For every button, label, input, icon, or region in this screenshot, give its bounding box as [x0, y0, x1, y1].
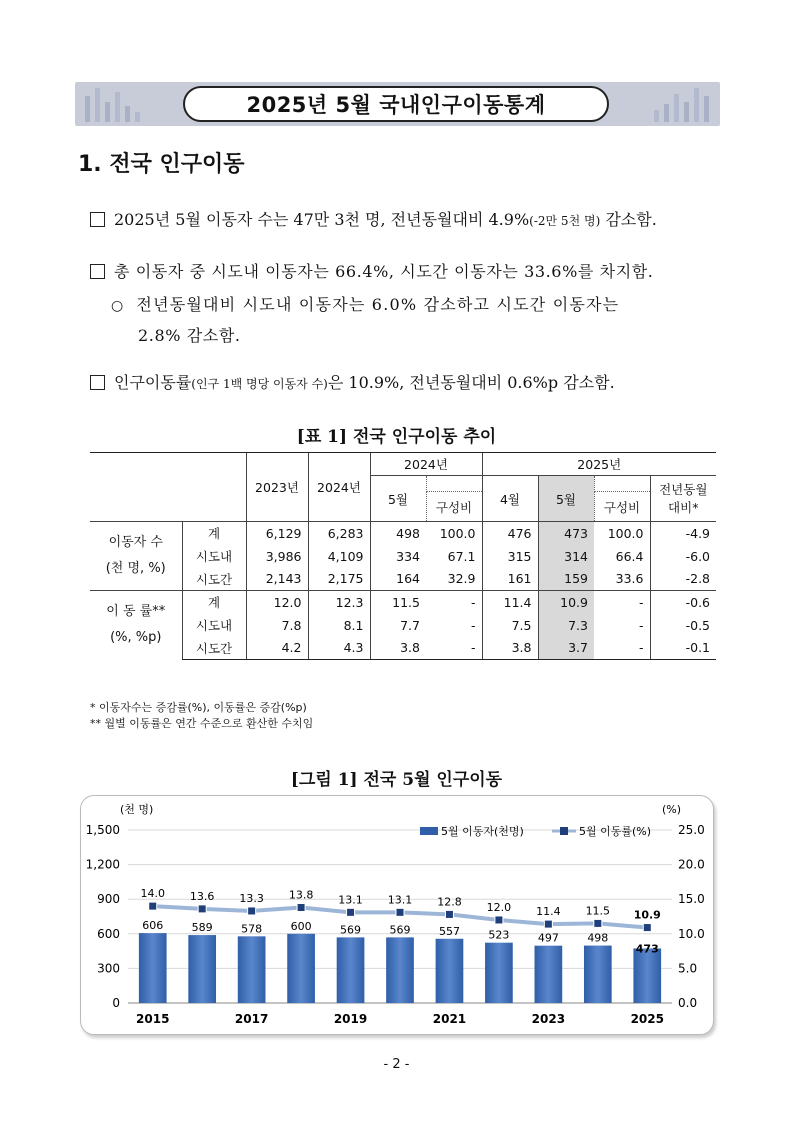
bar: [535, 946, 563, 1003]
bar-graphic-decoration-left: [79, 82, 169, 126]
cell: 33.6: [615, 571, 644, 587]
cell: 6,283: [308, 522, 370, 545]
rate-value-label: 13.1: [338, 893, 363, 907]
bar-value-label: 606: [142, 919, 164, 933]
group-rate-label2: (%, %p): [110, 630, 162, 646]
bar-value-label: 600: [290, 919, 312, 933]
bar: [633, 948, 661, 1003]
row-sub: 계: [182, 591, 246, 614]
cell: 10.9: [538, 591, 594, 614]
checkbox-square-icon: [90, 375, 105, 390]
row-sub: 시도내: [182, 545, 246, 568]
p1-text: 2025년 5월 이동자 수는 47만 3천 명, 전년동월대비 4.9%: [114, 210, 530, 229]
cell: 8.1: [308, 614, 370, 637]
table-note-1: * 이동자수는 증감률(%), 이동률은 증감(%p): [90, 701, 307, 714]
table-note-2: ** 월별 이동률은 연간 수준으로 환산한 수치임: [90, 717, 314, 730]
table-notes: [90, 700, 313, 732]
cell: -: [594, 637, 650, 660]
circle-bullet-icon: ○: [111, 298, 125, 314]
cell: 3,986: [246, 545, 308, 568]
bar: [287, 934, 315, 1003]
header-empty: [90, 453, 246, 522]
cell: -0.5: [650, 614, 716, 637]
group-movers-label1: 이동자 수: [108, 535, 163, 550]
rate-marker: [544, 920, 552, 928]
cell: 7.8: [246, 614, 308, 637]
cell: -2.8: [650, 568, 716, 591]
bar: [584, 946, 612, 1003]
legend-line-label: 5월 이동률(%): [579, 825, 652, 838]
rate-marker: [495, 916, 503, 924]
cell: -4.9: [650, 522, 716, 545]
y-left-tick-label: 300: [97, 961, 120, 976]
section-title: 1. 전국 인구이동: [78, 152, 245, 177]
cell: 3.7: [538, 637, 594, 660]
p4-end: 은 10.9%, 전년동월대비 0.6%p 감소함.: [327, 373, 615, 392]
rate-value-label: 12.0: [486, 900, 512, 914]
cell: 4.3: [308, 637, 370, 660]
bar: [436, 939, 464, 1003]
paragraph-movers: [90, 207, 657, 230]
cell: 161: [482, 568, 538, 591]
y-right-tick-label: 5.0: [678, 961, 698, 976]
bar: [139, 933, 167, 1003]
cell: 11.5: [370, 591, 426, 614]
cell: 67.1: [447, 548, 476, 564]
row-sub: 시도간: [182, 637, 246, 660]
y-left-tick-label: 600: [97, 926, 120, 941]
header-2024: 2024년: [308, 453, 370, 522]
rate-marker: [445, 910, 453, 918]
bar-value-label: 557: [438, 924, 460, 938]
p1-end: 감소함.: [600, 210, 657, 229]
legend-line-marker: [560, 827, 568, 835]
rate-value-label: 13.6: [189, 889, 215, 903]
bar: [238, 936, 266, 1003]
group-rate-label1: 이 동 률**: [106, 604, 166, 620]
y-right-tick-label: 0.0: [678, 996, 698, 1010]
y-left-tick-label: 900: [97, 892, 120, 907]
page-number: - 2 -: [383, 1057, 410, 1072]
y-right-tick-label: 15.0: [678, 892, 705, 907]
cell: 12.3: [308, 591, 370, 614]
rate-marker: [248, 907, 256, 915]
header-banner: [75, 82, 720, 126]
rate-value-label: 10.9: [633, 908, 661, 922]
header-2023: 2023년: [246, 453, 308, 522]
bar-value-label: 473: [635, 942, 659, 956]
y-right-tick-label: 25.0: [678, 823, 705, 837]
cell: -0.1: [650, 637, 716, 660]
y-left-tick-label: 1,500: [85, 823, 120, 837]
cell: 498: [370, 522, 426, 545]
cell: 11.4: [482, 591, 538, 614]
y-right-tick-label: 20.0: [678, 857, 705, 872]
cell: 7.5: [482, 614, 538, 637]
bar-value-label: 569: [340, 923, 362, 937]
y-left-tick-label: 0: [112, 996, 120, 1010]
paragraph-composition: [90, 259, 654, 282]
cell: -: [638, 617, 644, 633]
bar-value-label: 578: [241, 922, 263, 936]
rate-marker: [297, 904, 305, 912]
cell: 100.0: [607, 525, 644, 541]
bar-value-label: 569: [389, 923, 411, 937]
banner-title: 2025년 5월 국내인구이동통계: [183, 86, 609, 122]
bar-value-label: 498: [587, 931, 609, 945]
rate-marker: [347, 908, 355, 916]
checkbox-square-icon: [90, 264, 105, 279]
checkbox-square-icon: [90, 212, 105, 227]
rate-value-label: 11.4: [536, 905, 561, 919]
x-tick-label: 2019: [333, 1012, 368, 1026]
bar: [386, 937, 414, 1003]
cell: 473: [538, 522, 594, 545]
p3-text-line1: 전년동월대비 시도내 이동자는 6.0% 감소하고 시도간 이동자는: [136, 295, 620, 314]
row-sub: 시도간: [182, 568, 246, 591]
header-group-2024: 2024년: [370, 453, 482, 476]
cell: -0.6: [650, 591, 716, 614]
cell: -6.0: [650, 545, 716, 568]
rate-marker: [149, 902, 157, 910]
table-title: [표 1] 전국 인구이동 추이: [296, 427, 497, 447]
header-spacer: [426, 476, 482, 492]
x-tick-label: 2021: [432, 1012, 467, 1026]
rate-value-label: 13.8: [288, 888, 314, 902]
p4-text: 인구이동률: [114, 373, 192, 392]
p1-small: (-2만 5천 명): [529, 214, 601, 228]
y-left-tick-label: 1,200: [85, 857, 120, 872]
cell: 164: [370, 568, 426, 591]
row-sub: 계: [182, 522, 246, 545]
y-left-unit-label: (천 명): [120, 803, 154, 816]
rate-marker: [594, 919, 602, 927]
header-group-2025: 2025년: [482, 453, 716, 476]
rate-value-label: 11.5: [585, 904, 611, 918]
x-tick-label: 2023: [531, 1012, 566, 1026]
rate-marker: [643, 924, 651, 932]
x-tick-label: 2017: [234, 1012, 269, 1026]
bar-value-label: 523: [488, 928, 510, 942]
legend-bar-swatch: [420, 827, 438, 835]
y-right-tick-label: 10.0: [678, 926, 705, 941]
group-rate-label: [90, 591, 182, 660]
cell: -: [426, 591, 482, 614]
header-2025-may: 5월: [538, 476, 594, 522]
rate-value-label: 13.3: [239, 891, 264, 905]
group-movers-label: [90, 522, 182, 591]
y-right-unit-label: (%): [662, 803, 682, 816]
cell: 12.0: [246, 591, 308, 614]
cell: 7.3: [538, 614, 594, 637]
cell: 100.0: [439, 525, 476, 541]
cell: -: [470, 617, 476, 633]
header-2025-share: 구성비: [594, 492, 650, 522]
cell: 32.9: [447, 571, 476, 587]
header-yoy: 전년동월 대비*: [650, 476, 716, 522]
cell: 4.2: [246, 637, 308, 660]
x-tick-label: 2015: [136, 1012, 170, 1026]
bar: [485, 943, 513, 1003]
rate-value-label: 14.0: [140, 887, 165, 901]
legend-bar-label: 5월 이동자(천명): [441, 825, 524, 838]
p2-text: 총 이동자 중 시도내 이동자는 66.4%, 시도간 이동자는 33.6%를 차지함.: [114, 262, 654, 281]
cell: 2,175: [308, 568, 370, 591]
cell: 2,143: [246, 568, 308, 591]
migration-table: [90, 452, 716, 660]
cell: 7.7: [370, 614, 426, 637]
header-2024-share: 구성비: [426, 492, 482, 522]
rate-value-label: 13.1: [387, 893, 413, 907]
bar: [337, 937, 365, 1003]
cell: 66.4: [615, 548, 644, 564]
figure-title: [그림 1] 전국 5월 인구이동: [290, 770, 503, 790]
header-2024-may: 5월: [370, 476, 426, 522]
x-tick-label: 2025: [630, 1012, 664, 1026]
cell: 476: [482, 522, 538, 545]
cell: 3.8: [482, 637, 538, 660]
cell: 3.8: [370, 637, 426, 660]
group-movers-label2: (천 명, %): [105, 561, 166, 576]
p4-small: (인구 1백 명당 이동자 수): [191, 377, 328, 391]
bar: [188, 935, 216, 1003]
bar-value-label: 497: [537, 931, 559, 945]
bar-value-label: 589: [191, 921, 213, 935]
rate-marker: [198, 905, 206, 913]
paragraph-rate: [90, 370, 615, 393]
row-sub: 시도내: [182, 614, 246, 637]
cell: 4,109: [308, 545, 370, 568]
cell: -: [594, 591, 650, 614]
header-spacer: [594, 476, 650, 492]
cell: 315: [482, 545, 538, 568]
cell: 159: [538, 568, 594, 591]
paragraph-bullet: [111, 292, 619, 315]
cell: 334: [370, 545, 426, 568]
cell: 314: [538, 545, 594, 568]
cell: 6,129: [246, 522, 308, 545]
rate-value-label: 12.8: [437, 895, 462, 909]
header-2025-apr: 4월: [482, 476, 538, 522]
rate-marker: [396, 908, 404, 916]
paragraph-bullet-cont: 2.8% 감소함.: [138, 326, 241, 345]
cell: -: [426, 637, 482, 660]
migration-chart: [80, 795, 714, 1035]
bar-graphic-decoration-right: [626, 82, 716, 126]
